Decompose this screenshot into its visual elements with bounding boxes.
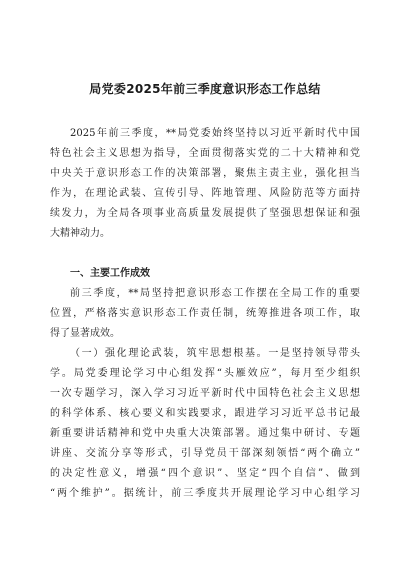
paragraph-line: 特色社会主义思想为指导，全面贯彻落实党的二十大精神和党 — [50, 148, 360, 159]
paragraph-line: 讲座、交流分享等形式，引导党员干部深刻领悟“两个确立” — [50, 448, 360, 459]
paragraph-line: 大精神动力。 — [50, 228, 110, 239]
paragraph-line: 2025年前三季度，**局党委始终坚持以习近平新时代中国 — [70, 128, 360, 139]
paragraph-line: 新重要讲话精神和党中央重大决策部署。通过集中研讨、专题 — [50, 428, 360, 439]
paragraph-line: 学。局党委理论学习中心组发挥“头雁效应”，每月至少组织 — [50, 368, 360, 379]
paragraph-line: 中央关于意识形态工作的决策部署，聚焦主责主业，强化担当 — [50, 168, 360, 179]
paragraph-achievements — [50, 284, 360, 344]
paragraph-line: （一）强化理论武装，筑牢思想根基。一是坚持领导带头 — [70, 348, 360, 359]
paragraph-line: “两个维护”。据统计，前三季度共开展理论学习中心组学习 — [50, 488, 360, 499]
paragraph-line: 的科学体系、核心要义和实践要求，跟进学习习近平总书记最 — [50, 408, 360, 419]
section-heading — [50, 264, 360, 284]
paragraph-line: 一次专题学习，深入学习习近平新时代中国特色社会主义思想 — [50, 388, 360, 399]
paragraph-intro — [50, 124, 360, 244]
paragraph-theory — [50, 344, 360, 504]
section-heading-text: 一、主要工作成效 — [70, 268, 150, 279]
document-title: 局党委2025年前三季度意识形态工作总结 — [89, 82, 321, 96]
paragraph-line: 作为，在理论武装、宣传引导、阵地管理、风险防范等方面持 — [50, 188, 360, 199]
paragraph-line: 的决定性意义，增强“四个意识”、坚定“四个自信”、做到 — [50, 468, 360, 479]
paragraph-line: 续发力，为全局各项事业高质量发展提供了坚强思想保证和强 — [50, 208, 360, 219]
paragraph-line: 位置，严格落实意识形态工作责任制，统筹推进各项工作，取 — [50, 308, 360, 319]
paragraph-line: 前三季度，**局坚持把意识形态工作摆在全局工作的重要 — [70, 288, 360, 299]
paragraph-line: 得了显著成效。 — [50, 328, 120, 339]
